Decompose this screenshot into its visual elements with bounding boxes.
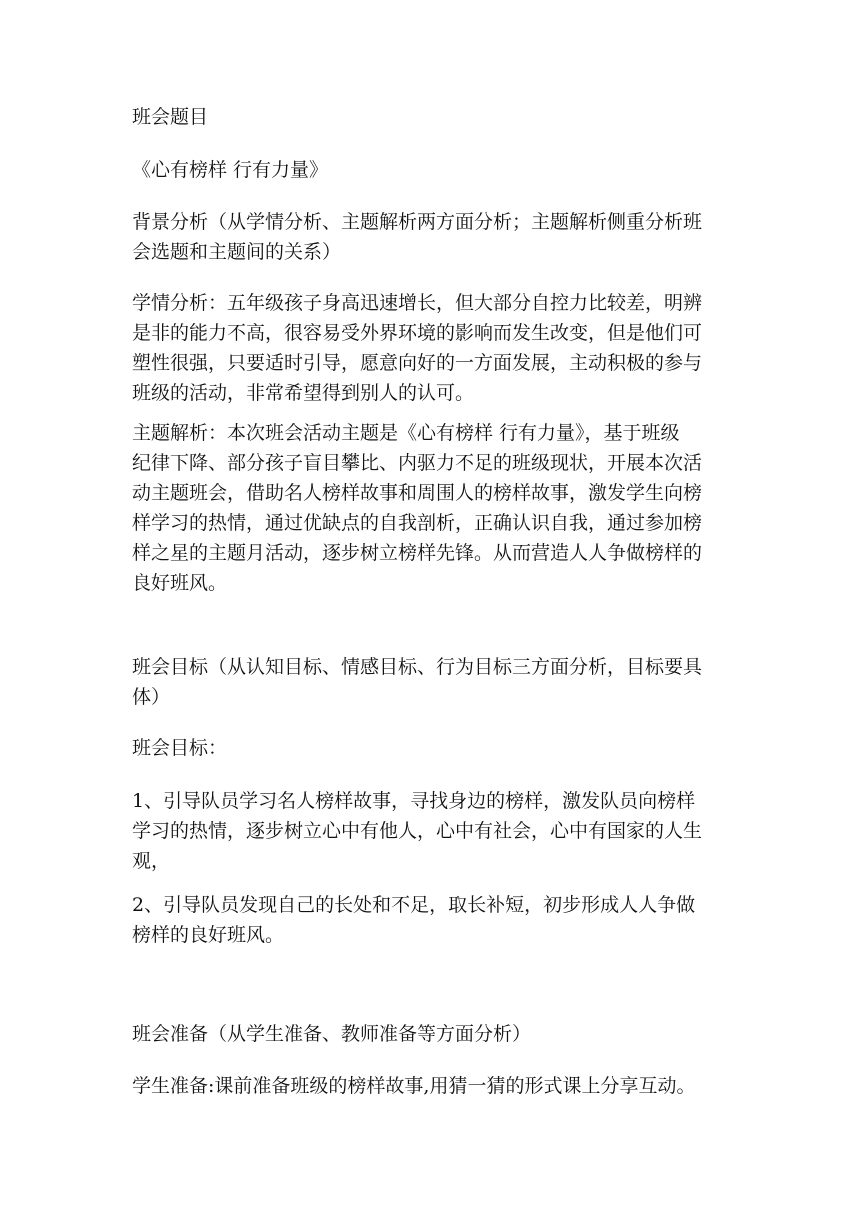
text-line: 班会题目 — [132, 106, 209, 128]
text-line: 班会目标： — [132, 737, 228, 759]
text-line: 样学习的热情，通过优缺点的自我剖析，正确认识自我，通过参加榜 — [132, 512, 703, 534]
text-line: 学情分析：五年级孩子身高迅速增长，但大部分自控力比较差，明辨 — [132, 292, 703, 314]
meeting-title — [132, 155, 732, 185]
text-line: 班级的活动，非常希望得到别人的认可。 — [132, 382, 475, 404]
text-line: 动主题班会，借助名人榜样故事和周围人的榜样故事，激发学生向榜 — [132, 482, 703, 504]
text-line: 塑性很强，只要适时引导，愿意向好的一方面发展，主动积极的参与 — [132, 352, 703, 374]
goal-item-2 — [132, 890, 732, 950]
text-line: 观， — [132, 850, 171, 872]
section-heading-background — [132, 207, 732, 267]
section-heading-topic — [132, 102, 732, 132]
text-line: 学生准备:课前准备班级的榜样故事,用猜一猜的形式课上分享互动。 — [132, 1075, 696, 1097]
text-line: 是非的能力不高，很容易受外界环境的影响而发生改变，但是他们可 — [132, 322, 703, 344]
text-line: 主题解析：本次班会活动主题是《心有榜样 行有力量》，基于班级 — [132, 422, 680, 444]
text-line: 样之星的主题月活动，逐步树立榜样先锋。从而营造人人争做榜样的 — [132, 542, 703, 564]
text-line: 学习的热情，逐步树立心中有他人，心中有社会，心中有国家的人生 — [132, 820, 703, 842]
text-line: 体） — [132, 686, 171, 708]
text-line: 班会目标（从认知目标、情感目标、行为目标三方面分析，目标要具 — [132, 656, 703, 678]
text-line: 《心有榜样 行有力量》 — [132, 159, 329, 181]
text-line: 榜样的良好班风。 — [132, 924, 285, 946]
theme-analysis-paragraph — [132, 418, 732, 598]
student-analysis-paragraph — [132, 288, 732, 408]
text-line: 背景分析（从学情分析、主题解析两方面分析；主题解析侧重分析班 — [132, 211, 703, 233]
text-line: 纪律下降、部分孩子盲目攀比、内驱力不足的班级现状，开展本次活 — [132, 452, 703, 474]
student-preparation-paragraph — [132, 1071, 732, 1101]
section-heading-goals — [132, 652, 732, 712]
goal-item-1 — [132, 786, 732, 876]
text-line: 1、引导队员学习名人榜样故事，寻找身边的榜样，激发队员向榜样 — [132, 790, 696, 812]
section-heading-preparation — [132, 1019, 732, 1049]
text-line: 良好班风。 — [132, 572, 228, 594]
text-line: 班会准备（从学生准备、教师准备等方面分析） — [132, 1023, 532, 1045]
text-line: 会选题和主题间的关系） — [132, 241, 342, 263]
goals-label — [132, 733, 732, 763]
text-line: 2、引导队员发现自己的长处和不足，取长补短，初步形成人人争做 — [132, 894, 696, 916]
